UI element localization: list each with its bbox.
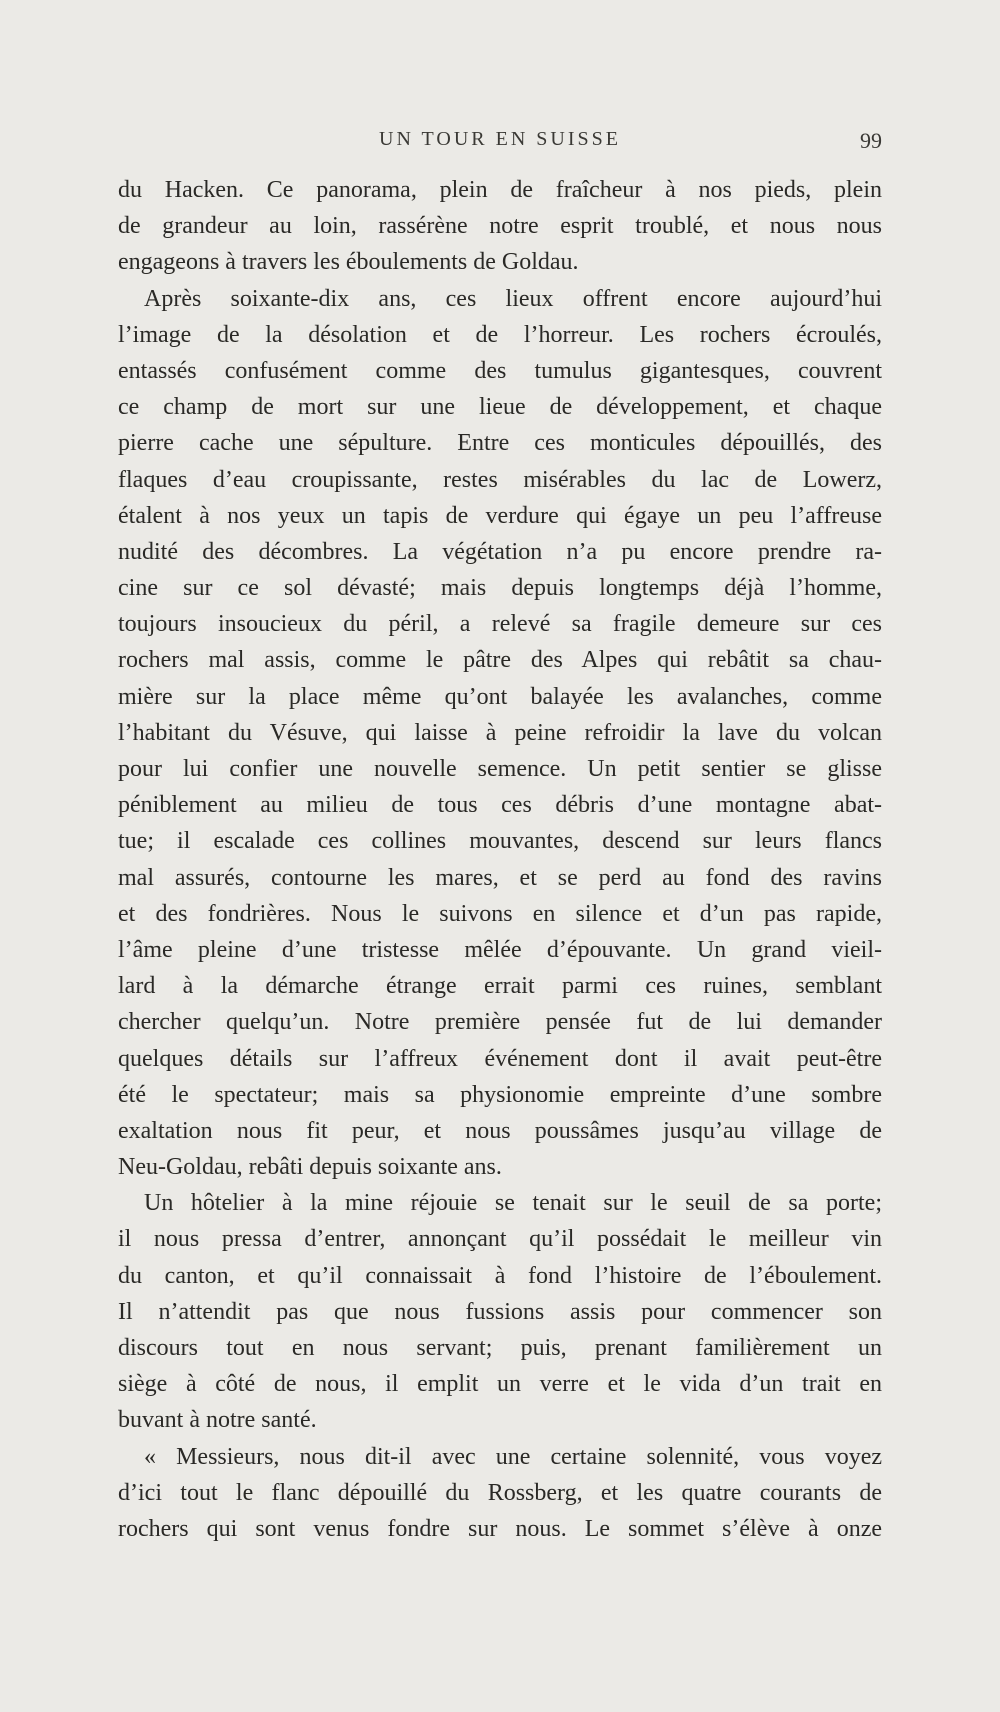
text-line: pierre cache une sépulture. Entre ces monticules dépouillés, des (118, 430, 882, 457)
text-line: mière sur la place même qu’ont balayée les avalanches, comme (118, 683, 882, 710)
text-line: Il n’attendit pas que nous fussions assis pour commencer son (118, 1298, 882, 1325)
text-line: de grandeur au loin, rassérène notre esprit troublé, et nous nous (118, 213, 882, 240)
text-line: Neu-Goldau, rebâti depuis soixante ans. (118, 1154, 502, 1181)
running-title: UN TOUR EN SUISSE (379, 128, 621, 150)
text-line: toujours insoucieux du péril, a relevé sa fragile demeure sur ces (118, 611, 882, 638)
text-line: du Hacken. Ce panorama, plein de fraîcheur à nos pieds, plein (118, 177, 882, 203)
text-line: buvant à notre santé. (118, 1407, 317, 1434)
text-line: tue; il escalade ces collines mouvantes, descend sur leurs flancs (118, 828, 882, 855)
text-line: engageons à travers les éboulements de Goldau. (118, 249, 579, 276)
text-line: rochers mal assis, comme le pâtre des Alpes qui rebâtit sa chau- (118, 647, 882, 674)
text-line: lard à la démarche étrange errait parmi ces ruines, semblant (118, 973, 882, 1000)
text-line: d’ici tout le flanc dépouillé du Rossberg, et les quatre courants de (118, 1479, 882, 1506)
text-line: quelques détails sur l’affreux événement dont il avait peut-être (118, 1045, 882, 1072)
text-line: du canton, et qu’il connaissait à fond l’histoire de l’éboulement. (118, 1262, 882, 1289)
text-line: l’habitant du Vésuve, qui laisse à peine refroidir la lave du volcan (118, 719, 882, 746)
text-line: et des fondrières. Nous le suivons en silence et d’un pas rapide, (118, 900, 882, 927)
text-line: péniblement au milieu de tous ces débris d’une montagne abat- (118, 792, 882, 819)
text-line: cine sur ce sol dévasté; mais depuis longtemps déjà l’homme, (118, 575, 882, 602)
text-line: mal assurés, contourne les mares, et se perd au fond des ravins (118, 864, 882, 891)
text-line: étalent à nos yeux un tapis de verdure qui égaye un peu l’affreuse (118, 502, 882, 529)
page-number: 99 (860, 128, 882, 153)
text-line: été le spectateur; mais sa physionomie empreinte d’une sombre (118, 1081, 882, 1108)
text-line: l’âme pleine d’une tristesse mêlée d’épouvante. Un grand vieil- (118, 936, 882, 963)
text-line: nudité des décombres. La végétation n’a pu encore prendre ra- (118, 538, 882, 565)
text-line: Après soixante-dix ans, ces lieux offrent encore aujourd’hui (144, 285, 882, 312)
text-line: « Messieurs, nous dit-il avec une certaine solennité, vous voyez (144, 1443, 882, 1470)
text-line: l’image de la désolation et de l’horreur. Les rochers écroulés, (118, 321, 882, 348)
text-line: entassés confusément comme des tumulus gigantesques, couvrent (118, 357, 882, 384)
text-line: chercher quelqu’un. Notre première pensée fut de lui demander (118, 1009, 882, 1036)
text-line: ce champ de mort sur une lieue de développement, et chaque (118, 394, 882, 421)
text-line: pour lui confier une nouvelle semence. Un petit sentier se glisse (118, 756, 882, 782)
text-line: exaltation nous fit peur, et nous poussâmes jusqu’au village de (118, 1117, 882, 1144)
text-line: discours tout en nous servant; puis, prenant familièrement un (118, 1335, 882, 1361)
running-head (118, 128, 882, 160)
text-line: flaques d’eau croupissante, restes misérables du lac de Lowerz, (118, 466, 882, 493)
text-line: rochers qui sont venus fondre sur nous. Le sommet s’élève à onze (118, 1515, 882, 1542)
text-line: siège à côté de nous, il emplit un verre et le vida d’un trait en (118, 1371, 882, 1398)
text-line: il nous pressa d’entrer, annonçant qu’il possédait le meilleur vin (118, 1226, 882, 1253)
text-line: Un hôtelier à la mine réjouie se tenait sur le seuil de sa porte; (144, 1190, 882, 1217)
body-text (118, 172, 882, 1547)
